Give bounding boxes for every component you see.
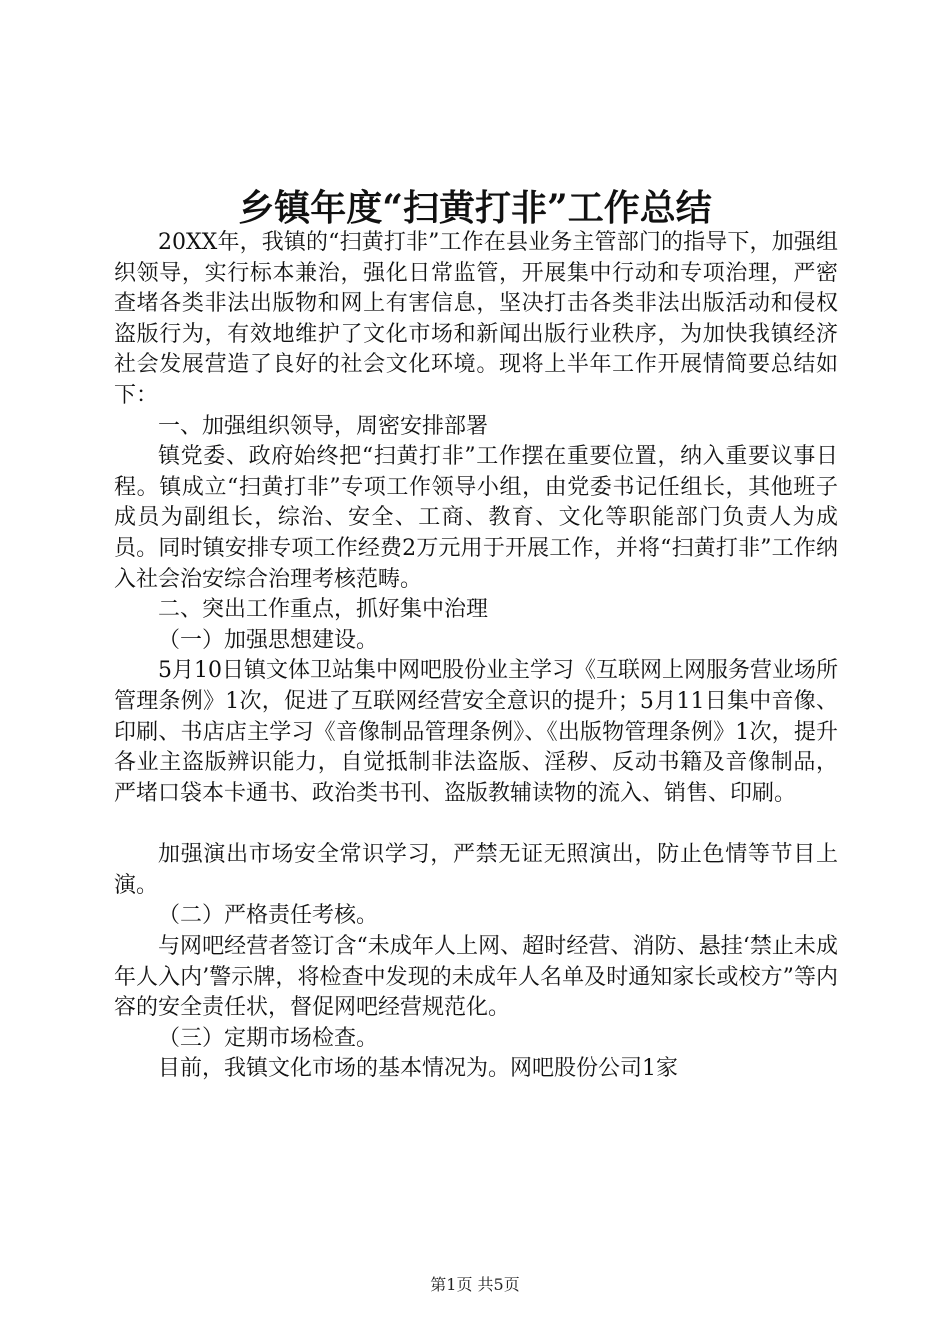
page-number-footer: 第1页 共5页 [430,1275,520,1294]
section-1-paragraph: 镇党委、政府始终把“扫黄打非”工作摆在重要位置，纳入重要议事日程。镇成立“扫黄打非”专项工作领导小组，由党委书记任组长，其他班子成员为副组长，综治、安全、工商、教育、文化等职能部门负责人为成员。同时镇安排专项工作经费2万元用于开展工作，并将“扫黄打非”工作纳入社会治安综合治理考核范畴。 [114,444,838,592]
subsection-heading-1: （一）加强思想建设。 [158,627,379,653]
section-heading-2: 二、突出工作重点，抓好集中治理 [158,597,489,623]
document-title: 乡镇年度“扫黄打非”工作总结 [238,187,712,229]
section-heading-1: 一、加强组织领导，周密安排部署 [158,413,489,439]
subsection-3-paragraph: 目前，我镇文化市场的基本情况为。网吧股份公司1家 [158,1056,678,1082]
document-body [114,228,838,1085]
subsection-1-paragraph: 5月10日镇文体卫站集中网吧股份业主学习《互联网上网服务营业场所管理条例》1次，促进了互联网经营安全意识的提升；5月11日集中音像、印刷、书店店主学习《音像制品管理条例》、《出版物管理条例》1次，提升各业主盗版辨识能力，自觉抵制非法盗版、淫秽、反动书籍及音像制品，严堵口袋本卡通书、政治类书刊、盗版教辅读物的流入、销售、印刷。 [114,658,838,806]
subsection-2-paragraph: 与网吧经营者签订含“未成年人上网、超时经营、消防、悬挂‘禁止未成年人入内’警示牌，将检查中发现的未成年人名单及时通知家长或校方”等内容的安全责任状，督促网吧经营规范化。 [114,934,838,1021]
intro-paragraph: 20XX年，我镇的“扫黄打非”工作在县业务主管部门的指导下，加强组织领导，实行标本兼治，强化日常监管，开展集中行动和专项治理，严密查堵各类非法出版物和网上有害信息，坚决打击各类非法出版活动和侵权盗版行为，有效地维护了文化市场和新闻出版行业秩序，为加快我镇经济社会发展营造了良好的社会文化环境。现将上半年工作开展情简要总结如下： [114,230,838,408]
subsection-heading-3: （三）定期市场检查。 [158,1025,379,1051]
paragraph-spacer [114,809,838,840]
subsection-heading-2: （二）严格责任考核。 [158,903,379,929]
performance-safety-paragraph: 加强演出市场安全常识学习，严禁无证无照演出，防止色情等节目上演。 [114,842,838,898]
